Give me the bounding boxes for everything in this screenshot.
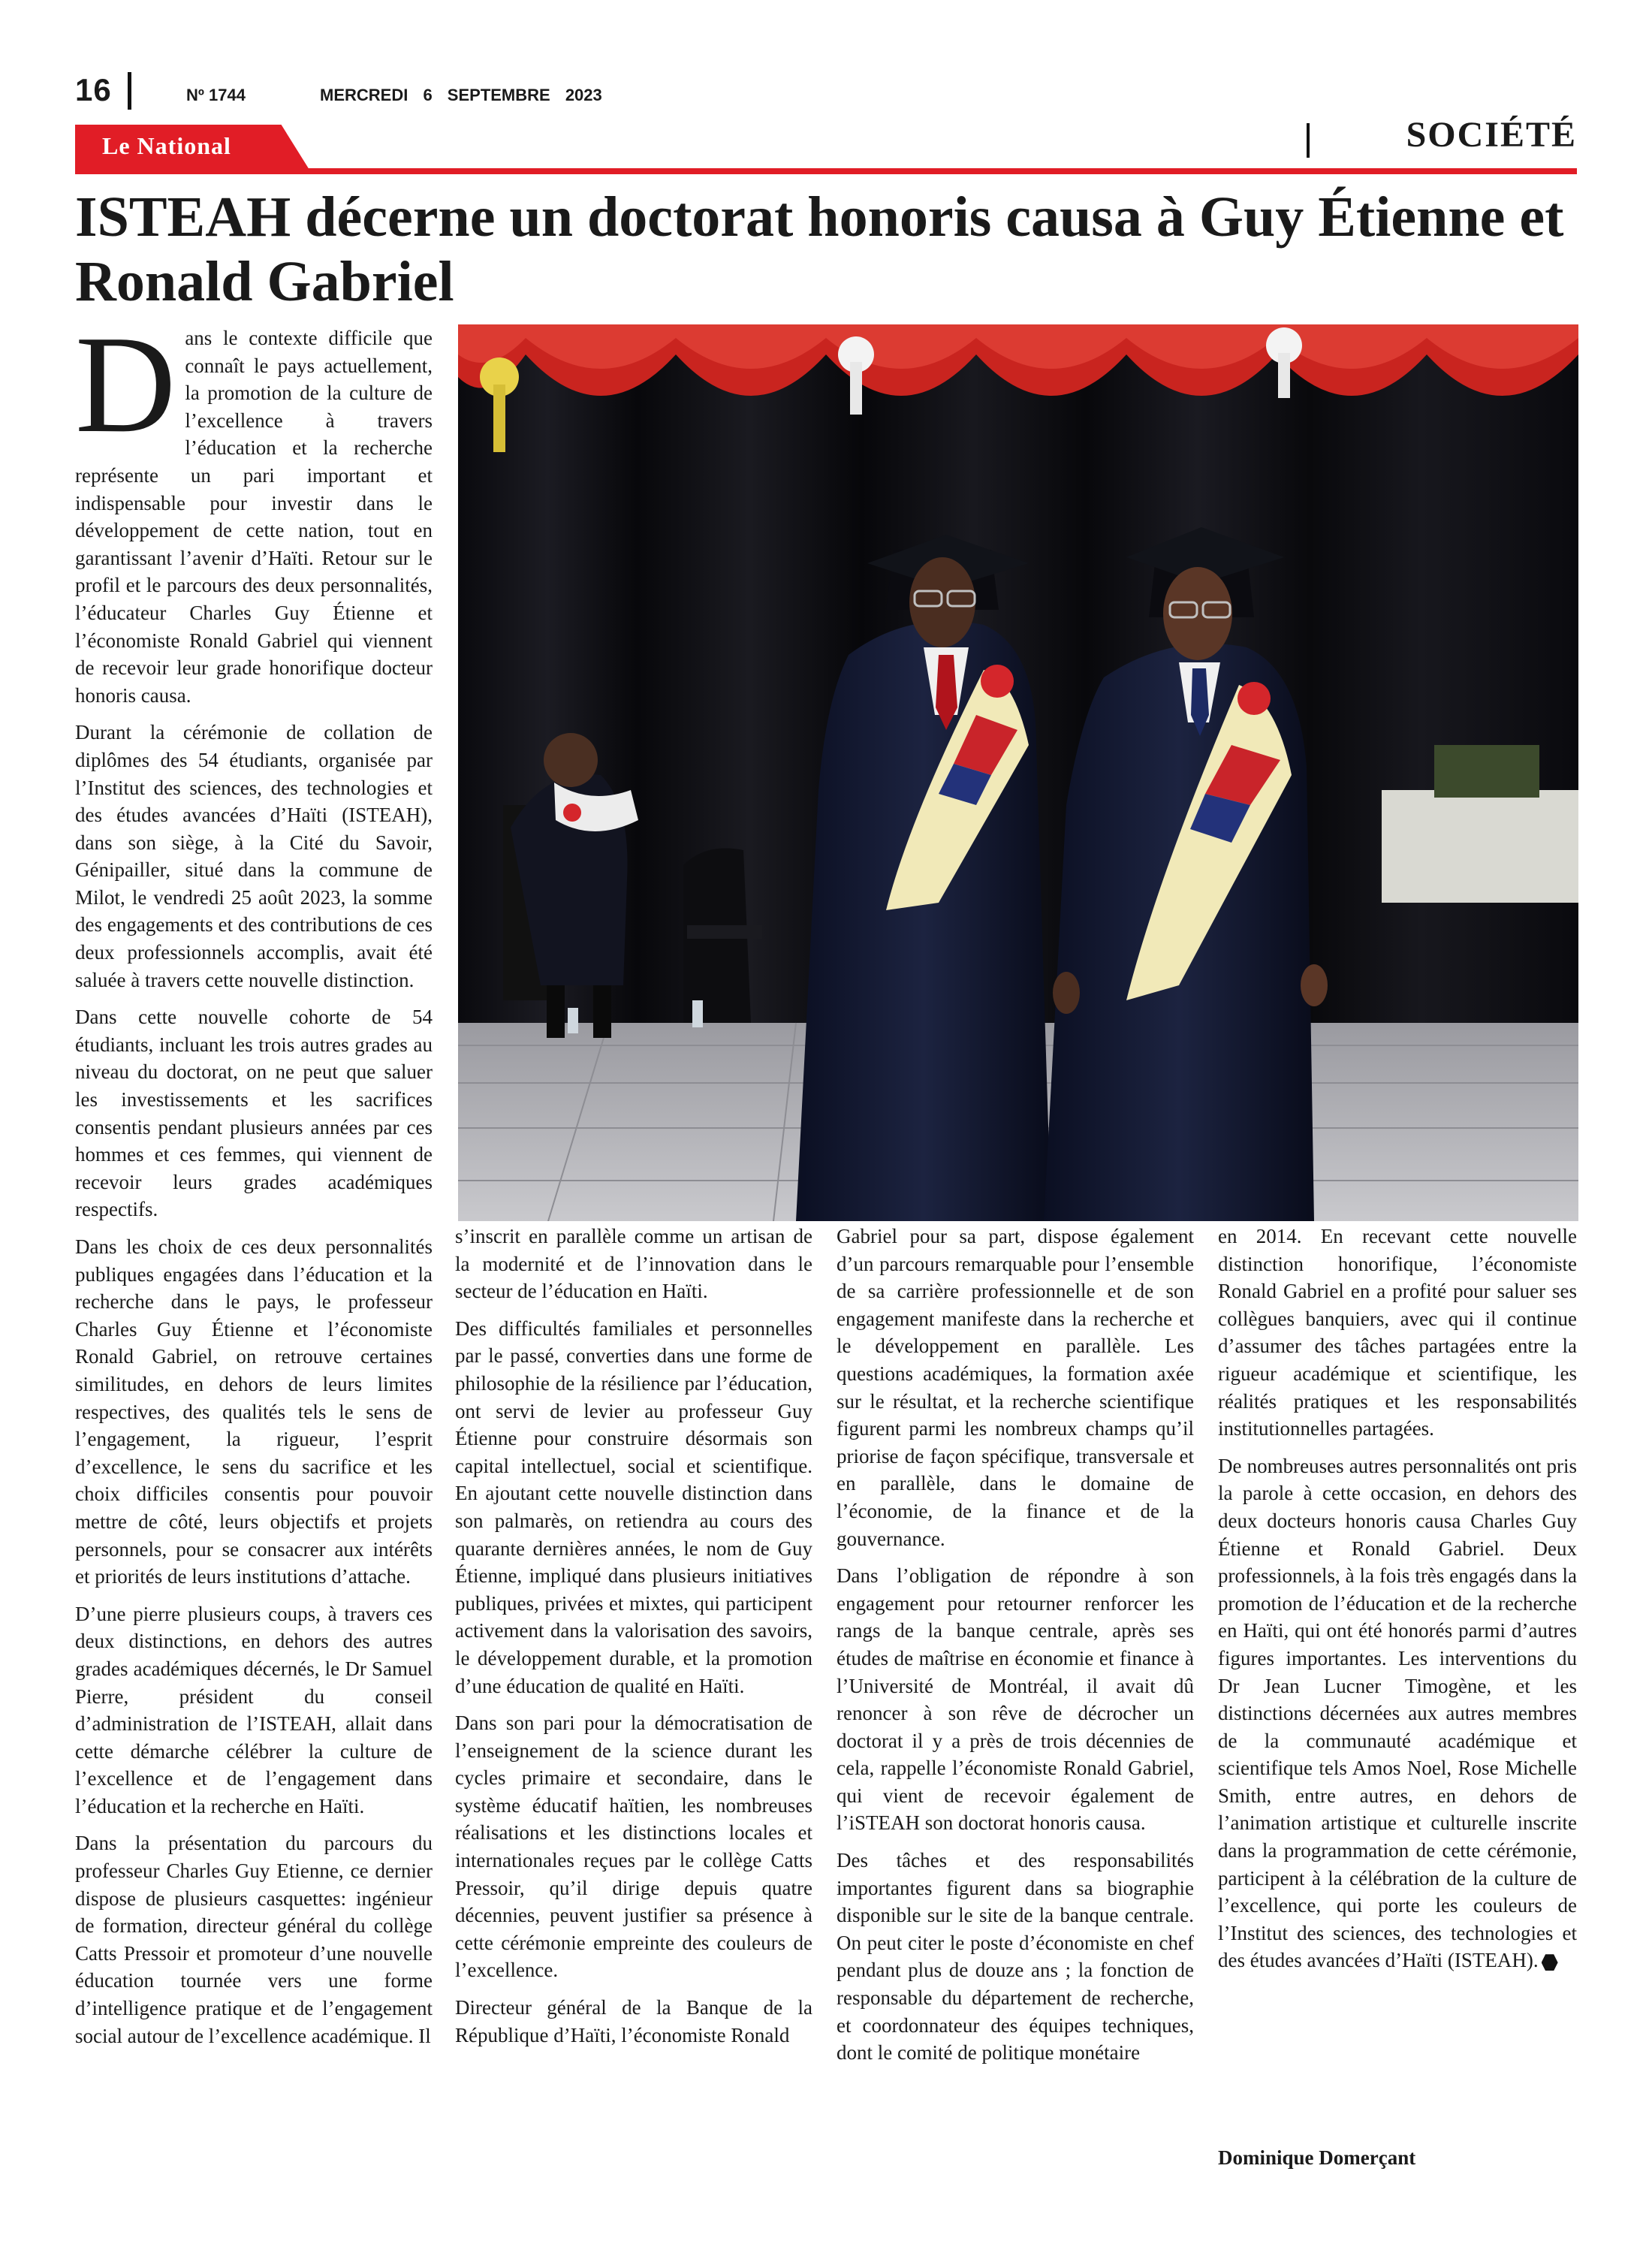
header-divider — [128, 72, 131, 110]
article-column-4 — [1218, 1223, 1577, 1984]
article-column-1 — [75, 307, 433, 2059]
header-rule — [75, 168, 1577, 174]
page-number: 16 — [75, 72, 112, 107]
paragraph: Des difficultés familiales et personnelles par le passé, converties dans une forme de philosophie de la résilience par l’éducation, ont servi de levier au professeur Guy Étienne pour construire désormais son capital intellectuel, social et scientifique. En ajoutant cette nouvelle distinction dans son palmarès, on retiendra au cours des quarante dernières années, le nom de Guy Étienne, impliqué dans plusieurs initiatives publiques, privées et mixtes, qui participent activement dans la valorisation des savoirs, le développement durable, et la promotion d’une éducation de qualité en Haïti. — [455, 1317, 812, 1697]
paragraph: Durant la cérémonie de collation de diplômes des 54 étudiants, organisée par l’Institut des sciences, des technologies et des études avancées d’Haïti (ISTEAH), dans son siège, à la Cité du Savoir, Génipailler, situé dans la commune de Milot, le vendredi 25 août 2023, la somme des engagements et des contributions de ces deux professionnels accomplis, avait été saluée à travers cette nouvelle distinction. — [75, 721, 433, 991]
paragraph-text: ans le contexte difficile que connaît le pays actuellement, la promotion de la culture de l’excellence à travers l’éducation et la recherche représente un pari important et indispensable pour investir dans le développement de cette nation, tout en garantissant l’avenir d’Haïti. Retour sur le profil et le parcours des deux personnalités, l’éducateur Charles Guy Étienne et l’économiste Ronald Gabriel qui viennent de recevoir leur grade honorifique docteur honoris causa. — [75, 327, 433, 707]
issue-number: Nº 1744 — [186, 86, 246, 104]
article-headline: ISTEAH décerne un doctorat honoris causa à Guy Étienne et Ronald Gabriel — [75, 185, 1564, 313]
drop-cap: D — [75, 307, 176, 462]
article-column-3 — [837, 1223, 1194, 2077]
paragraph: Gabriel pour sa part, dispose également d’un parcours remarquable pour l’ensemble de sa carrière professionnelle et de son engagement manifeste dans la recherche et le développement en parallèle. Les questions académiques, la formation axée sur le résultat, et la recherche scientifique figurent parmi les nombreux champs qu’il priorise de façon spécifique, transversale et en parallèle, dans le domaine de l’économie, de la finance et de la gouvernance. — [837, 1225, 1194, 1550]
paragraph: Dans les choix de ces deux personnalités publiques engagées dans l’éducation et la recherche dans le pays, le professeur Charles Guy Étienne et l’économiste Ronald Gabriel, on retrouve certaines similitudes, en dehors de leurs limites respectives, des qualités tels le sens de l’engagement, la rigueur, l’esprit d’excellence, le sens du sacrifice et les choix difficiles consentis pour pouvoir mettre de côté, leurs objectifs et projets personnels, pour se consacrer aux intérêts et priorités de leurs institutions d’attache. — [75, 1235, 433, 1588]
paragraph: en 2014. En recevant cette nouvelle distinction honorifique, l’économiste Ronald Gabriel en a profité pour saluer ses collègues banquiers, avec qui il continue d’assumer des tâches partagées entre la rigueur académique et scientifique, les réalités pratiques et les responsabilités institutionnelles partagées. — [1218, 1225, 1577, 1440]
paragraph — [75, 307, 433, 709]
paragraph: D’une pierre plusieurs coups, à travers ces deux distinctions, en dehors des autres grades académiques décernés, le Dr Samuel Pierre, président du conseil d’administration de l’ISTEAH, allait dans cette démarche célébrer la culture de l’excellence et de l’engagement dans l’éducation et la recherche en Haïti. — [75, 1602, 433, 1817]
paragraph: Dans la présentation du parcours du professeur Charles Guy Etienne, ce dernier dispose de plusieurs casquettes: ingénieur de formation, directeur général du collège Catts Pressoir et promoteur d’une nouvelle éducation tournée vers une forme d’intelligence pratique et de l’engagement social autour de l’excellence académique. Il — [75, 1832, 433, 2047]
end-of-article-icon — [1542, 1954, 1558, 1971]
paragraph: Dans cette nouvelle cohorte de 54 étudiants, incluant les trois autres grades au niveau du doctorat, on ne peut que saluer les investissements et les sacrifices consentis pendant plusieurs années par ces hommes et ces femmes, qui viennent de recevoir leurs grades académiques respectifs. — [75, 1006, 433, 1221]
paragraph: s’inscrit en parallèle comme un artisan de la modernité et de l’innovation dans le secteur de l’éducation en Haïti. — [455, 1225, 812, 1303]
paragraph: Des tâches et des responsabilités importantes figurent dans sa biographie disponible sur le site de la banque centrale. On peut citer le poste d’économiste en chef pendant plus de douze ans ; la fonction de responsable du département de recherche, et coordonnateur des équipes techniques, dont le comité de politique monétaire — [837, 1849, 1194, 2064]
paragraph-text: De nombreuses autres personnalités ont pris la parole à cette occasion, en dehors des deux docteurs honoris causa Charles Guy Étienne et Ronald Gabriel. Deux professionnels, à la fois très engagés dans la promotion de l’éducation et de la recherche en Haïti, qui ont été honorés parmi d’autres figures importantes. Les interventions du Dr Jean Lucner Timogène, et les distinctions décernées aux autres membres de la communauté académique et scientifique tels Amos Noel, Rose Michelle Smith, entre autres, en dehors de l’animation artistique et culturelle inscrite dans la programmation de cette cérémonie, participent à la célébration de la culture de l’excellence, qui porte les couleurs de l’Institut des sciences, des technologies et des études avancées d’Haïti (ISTEAH). — [1218, 1454, 1577, 1972]
paragraph — [1218, 1452, 1577, 1974]
article-photo — [458, 324, 1578, 1221]
paragraph: Directeur général de la Banque de la République d’Haïti, l’économiste Ronald — [455, 1996, 812, 2046]
section-divider — [1307, 123, 1310, 158]
publication-name: Le National — [102, 132, 231, 159]
section-title: SOCIÉTÉ — [1406, 115, 1577, 155]
paragraph: Dans son pari pour la démocratisation de l’enseignement de la science durant les cycles primaire et secondaire, dans le système éducatif haïtien, les nombreuses réalisations et les distinctions locales et internationales reçues par le collège Catts Pressoir, qu’il dirige depuis quatre décennies, peuvent justifier sa présence à cette cérémonie empreinte des couleurs de l’excellence. — [455, 1712, 812, 1982]
issue-date: MERCREDI 6 SEPTEMBRE 2023 — [320, 86, 602, 104]
article-byline: Dominique Domerçant — [1218, 2146, 1416, 2169]
article-column-2 — [455, 1223, 812, 2058]
paragraph: Dans l’obligation de répondre à son engagement pour retourner renforcer les rangs de la banque centrale, après ses études de maîtrise en économie et finance à l’Université de Montréal, il avait dû renoncer à son rêve de décrocher un doctorat il y a près de trois décennies de cela, rappelle l’économiste Ronald Gabriel, qui vient de recevoir également de l’iSTEAH son doctorat honoris causa. — [837, 1564, 1194, 1835]
